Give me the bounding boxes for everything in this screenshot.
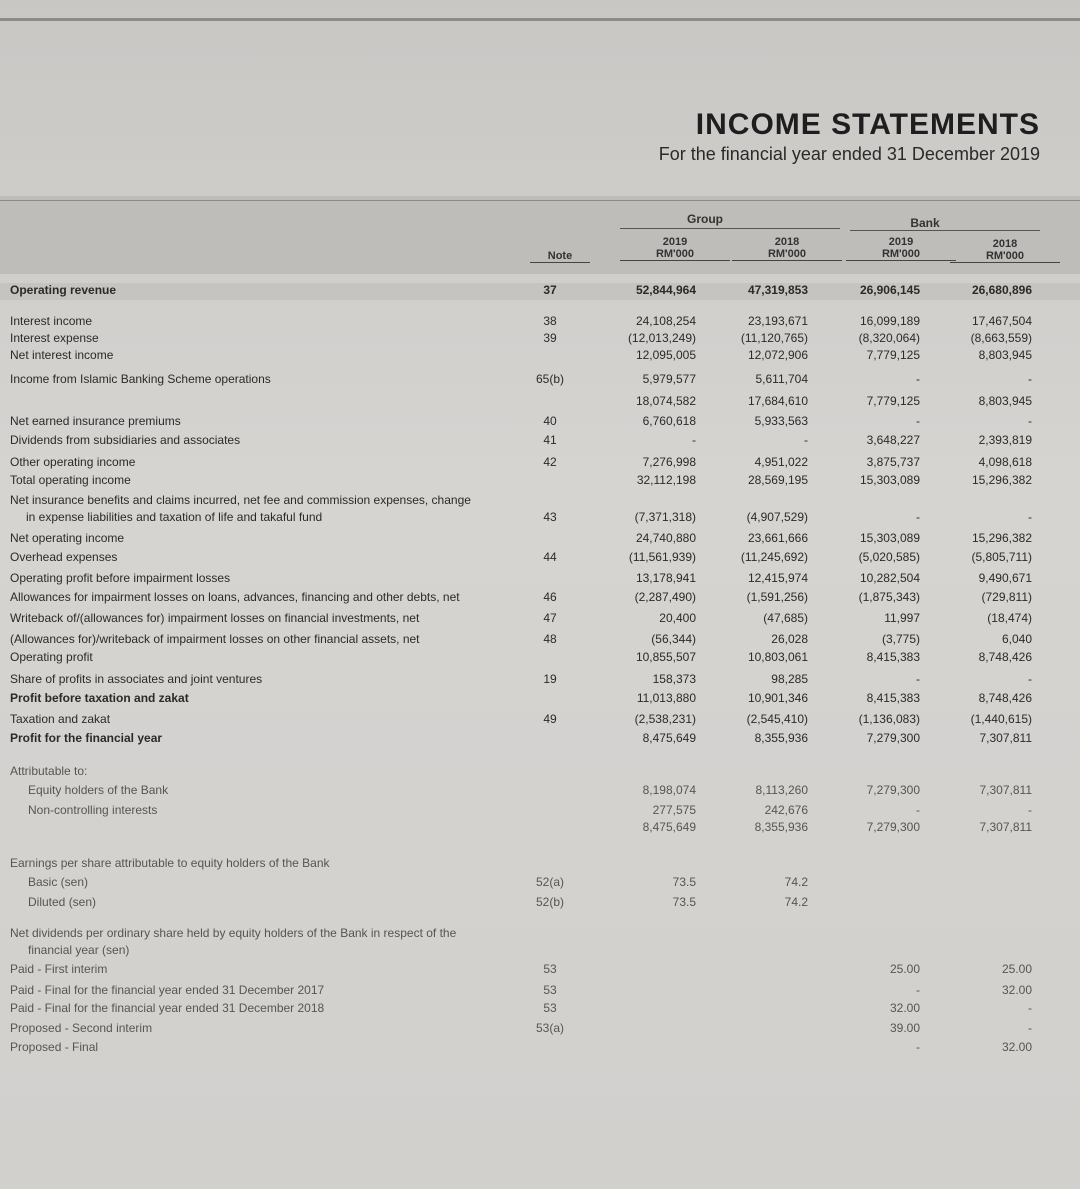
cell-group-2019: 7,276,998: [642, 455, 696, 469]
cell-bank-2019: 16,099,189: [859, 314, 920, 328]
row-label: Dividends from subsidiaries and associates: [10, 433, 241, 447]
bank-heading: Bank: [910, 216, 940, 230]
row-note: 44: [543, 550, 557, 564]
row-note: 39: [543, 331, 557, 345]
column-header: [950, 238, 1060, 263]
cell-bank-2019: (1,136,083): [858, 712, 920, 726]
cell-group-2018: (11,120,765): [740, 331, 808, 345]
cell-group-2018: 74.2: [784, 895, 808, 909]
table-row: [0, 372, 1080, 389]
table-row: [0, 1040, 1080, 1057]
cell-bank-2018: 8,748,426: [978, 691, 1032, 705]
cell-bank-2019: (8,320,064): [858, 331, 920, 345]
cell-group-2018: 8,355,936: [754, 820, 808, 834]
cell-group-2019: 8,198,074: [642, 783, 696, 797]
cell-bank-2019: 7,779,125: [866, 348, 920, 362]
cell-bank-2019: -: [916, 414, 920, 428]
row-label: Net interest income: [10, 348, 114, 362]
cell-group-2019: -: [692, 433, 696, 447]
cell-group-2019: 8,475,649: [642, 820, 696, 834]
column-unit: RM'000: [846, 248, 956, 261]
cell-bank-2018: 7,307,811: [979, 731, 1032, 745]
table-row: [0, 875, 1080, 892]
cell-bank-2018: (18,474): [987, 611, 1032, 625]
row-label: Net insurance benefits and claims incurred, net fee and commission expenses, change: [10, 493, 471, 507]
table-row: [0, 510, 1080, 527]
cell-group-2018: 8,113,260: [755, 783, 808, 797]
cell-bank-2018: 7,307,811: [979, 820, 1032, 834]
row-label: Taxation and zakat: [10, 712, 111, 726]
row-note: 52(a): [535, 875, 564, 889]
row-label: Other operating income: [10, 455, 136, 469]
column-header: [620, 236, 730, 261]
row-note: 53(a): [535, 1021, 564, 1035]
cell-bank-2018: (1,440,615): [970, 712, 1032, 726]
cell-group-2018: (2,545,410): [746, 712, 808, 726]
section-heading: financial year (sen): [28, 943, 130, 957]
cell-bank-2019: 7,279,300: [866, 820, 920, 834]
cell-group-2018: 98,285: [771, 672, 808, 686]
cell-bank-2019: 3,648,227: [866, 433, 920, 447]
cell-group-2018: 8,355,936: [754, 731, 808, 745]
cell-bank-2018: 25.00: [1001, 962, 1032, 976]
row-label: Writeback of/(allowances for) impairment losses on financial investments, net: [10, 611, 420, 625]
cell-group-2019: 20,400: [659, 611, 696, 625]
cell-bank-2019: 8,415,383: [866, 650, 920, 664]
cell-group-2019: 52,844,964: [635, 283, 696, 297]
cell-bank-2019: (3,775): [881, 632, 920, 646]
group-underline: [620, 228, 840, 229]
cell-bank-2018: -: [1028, 672, 1032, 686]
cell-group-2019: (12,013,249): [627, 331, 696, 345]
table-row: [0, 632, 1080, 649]
title-block: [659, 108, 1040, 165]
row-label: Non-controlling interests: [28, 803, 158, 817]
table-row: [0, 783, 1080, 800]
row-note: 47: [543, 611, 557, 625]
cell-group-2019: 8,475,649: [642, 731, 696, 745]
cell-bank-2018: (729,811): [981, 590, 1032, 604]
table-row: [0, 650, 1080, 667]
cell-group-2018: -: [804, 433, 808, 447]
cell-bank-2019: 3,875,737: [866, 455, 920, 469]
table-row: [0, 531, 1080, 548]
cell-group-2019: 6,760,618: [642, 414, 696, 428]
cell-bank-2018: -: [1028, 1021, 1032, 1035]
cell-bank-2019: 10,282,504: [859, 571, 920, 585]
cell-group-2019: 73.5: [672, 895, 696, 909]
row-note: 53: [543, 962, 557, 976]
cell-group-2019: 10,855,507: [635, 650, 696, 664]
row-label: Operating profit: [10, 650, 93, 664]
cell-bank-2019: 7,279,300: [866, 731, 920, 745]
table-row: [0, 712, 1080, 729]
row-label: Net operating income: [10, 531, 125, 545]
table-row: [0, 672, 1080, 689]
row-label: Interest expense: [10, 331, 99, 345]
cell-group-2018: 12,072,906: [747, 348, 808, 362]
cell-group-2019: 13,178,941: [635, 571, 696, 585]
cell-group-2018: (11,245,692): [740, 550, 808, 564]
cell-bank-2019: (1,875,343): [858, 590, 920, 604]
group-heading: Group: [687, 212, 723, 226]
row-note: 53: [543, 983, 557, 997]
row-label: Profit before taxation and zakat: [10, 691, 189, 705]
row-note: 65(b): [535, 372, 564, 386]
row-note: 52(b): [535, 895, 564, 909]
eps-heading: [0, 856, 1080, 873]
cell-group-2019: (7,371,318): [634, 510, 696, 524]
dividends-heading: [0, 926, 1080, 943]
row-label: Net earned insurance premiums: [10, 414, 181, 428]
column-unit: RM'000: [620, 248, 730, 261]
cell-group-2019: 24,740,880: [635, 531, 696, 545]
cell-group-2018: 74.2: [784, 875, 808, 889]
table-row: [0, 571, 1080, 588]
cell-bank-2019: 25.00: [889, 962, 920, 976]
cell-group-2018: 4,951,022: [754, 455, 808, 469]
column-header: [846, 236, 956, 261]
column-year: 2019: [888, 236, 914, 248]
table-row: [0, 314, 1080, 331]
cell-bank-2018: 4,098,618: [978, 455, 1032, 469]
cell-bank-2018: 32.00: [1001, 1040, 1032, 1054]
attributable-heading: [0, 764, 1080, 781]
row-label: Operating revenue: [10, 283, 117, 297]
cell-group-2019: 73.5: [672, 875, 696, 889]
row-note: 38: [543, 314, 557, 328]
cell-bank-2019: -: [916, 510, 920, 524]
table-row: [0, 414, 1080, 431]
top-rule: [0, 18, 1080, 21]
table-row: [0, 348, 1080, 365]
cell-group-2018: 242,676: [764, 803, 808, 817]
cell-bank-2018: 6,040: [1001, 632, 1032, 646]
cell-bank-2018: 2,393,819: [978, 433, 1032, 447]
cell-bank-2019: -: [916, 803, 920, 817]
cell-group-2018: (4,907,529): [746, 510, 808, 524]
cell-bank-2018: 26,680,896: [971, 283, 1032, 297]
table-row: [0, 493, 1080, 510]
table-row: [0, 283, 1080, 300]
page-subtitle: For the financial year ended 31 December 2019: [658, 144, 1040, 164]
cell-group-2018: 47,319,853: [747, 283, 808, 297]
section-heading: Attributable to:: [10, 764, 88, 778]
cell-bank-2018: -: [1028, 510, 1032, 524]
row-label: Share of profits in associates and joint ventures: [10, 672, 263, 686]
row-note: 40: [543, 414, 557, 428]
cell-bank-2018: -: [1028, 803, 1032, 817]
cell-bank-2018: 32.00: [1001, 983, 1032, 997]
cell-group-2018: 28,569,195: [747, 473, 808, 487]
header-rule: [0, 200, 1080, 201]
cell-group-2019: (2,287,490): [634, 590, 696, 604]
cell-bank-2018: (8,663,559): [970, 331, 1032, 345]
cell-group-2018: (1,591,256): [746, 590, 808, 604]
table-row: [0, 433, 1080, 450]
table-row: [0, 895, 1080, 912]
table-row: [0, 611, 1080, 628]
row-label: Paid - First interim: [10, 962, 108, 976]
column-unit: RM'000: [732, 248, 842, 261]
cell-group-2018: 5,933,563: [754, 414, 808, 428]
table-row: [0, 473, 1080, 490]
bank-underline: [850, 230, 1040, 231]
cell-bank-2019: (5,020,585): [858, 550, 920, 564]
table-row: [0, 331, 1080, 348]
column-unit: RM'000: [950, 250, 1060, 263]
cell-bank-2019: -: [916, 983, 920, 997]
cell-bank-2019: 39.00: [889, 1021, 920, 1035]
cell-group-2019: (11,561,939): [628, 550, 696, 564]
cell-bank-2018: -: [1028, 414, 1032, 428]
cell-group-2018: 26,028: [771, 632, 808, 646]
cell-bank-2018: 8,803,945: [978, 394, 1032, 408]
cell-group-2018: 23,193,671: [747, 314, 808, 328]
row-note: 53: [543, 1001, 557, 1015]
column-header: [732, 236, 842, 261]
cell-bank-2018: 8,803,945: [978, 348, 1032, 362]
row-label: Basic (sen): [28, 875, 89, 889]
cell-group-2018: 12,415,974: [747, 571, 808, 585]
row-label: in expense liabilities and taxation of life and takaful fund: [26, 510, 323, 524]
dividends-heading-cont: [0, 943, 1080, 960]
column-year: 2018: [774, 236, 800, 248]
note-header-label: Note: [530, 250, 590, 263]
cell-bank-2018: (5,805,711): [971, 550, 1032, 564]
table-row: [0, 820, 1080, 837]
row-label: Operating profit before impairment losses: [10, 571, 231, 585]
table-row: [0, 455, 1080, 472]
table-row: [0, 394, 1080, 411]
cell-group-2019: 11,013,880: [636, 691, 696, 705]
cell-bank-2018: 8,748,426: [978, 650, 1032, 664]
note-column-header: [530, 250, 590, 263]
cell-bank-2018: -: [1028, 1001, 1032, 1015]
cell-bank-2019: 32.00: [889, 1001, 920, 1015]
row-label: Paid - Final for the financial year ended 31 December 2017: [10, 983, 325, 997]
cell-bank-2018: 17,467,504: [971, 314, 1032, 328]
cell-bank-2019: 26,906,145: [859, 283, 920, 297]
cell-bank-2019: 15,303,089: [859, 531, 920, 545]
cell-group-2018: 23,661,666: [747, 531, 808, 545]
cell-group-2018: 17,684,610: [747, 394, 808, 408]
table-row: [0, 550, 1080, 567]
cell-bank-2018: 9,490,671: [978, 571, 1032, 585]
table-row: [0, 590, 1080, 607]
row-note: 37: [543, 283, 557, 297]
row-note: 46: [543, 590, 557, 604]
cell-group-2019: 5,979,577: [642, 372, 696, 386]
cell-bank-2019: -: [916, 372, 920, 386]
row-label: (Allowances for)/writeback of impairment losses on other financial assets, net: [10, 632, 420, 646]
section-heading: Earnings per share attributable to equity holders of the Bank: [10, 856, 330, 870]
cell-bank-2019: 7,279,300: [866, 783, 920, 797]
cell-group-2019: 18,074,582: [635, 394, 696, 408]
table-row: [0, 731, 1080, 748]
row-label: Interest income: [10, 314, 93, 328]
table-row: [0, 691, 1080, 708]
cell-bank-2019: 15,303,089: [859, 473, 920, 487]
cell-bank-2019: 8,415,383: [866, 691, 920, 705]
cell-group-2019: (2,538,231): [634, 712, 696, 726]
row-label: Proposed - Second interim: [10, 1021, 153, 1035]
row-note: 43: [543, 510, 557, 524]
row-note: 49: [543, 712, 557, 726]
cell-bank-2018: 7,307,811: [979, 783, 1032, 797]
section-heading: Net dividends per ordinary share held by equity holders of the Bank in respect of the: [10, 926, 457, 940]
cell-group-2019: 12,095,005: [635, 348, 696, 362]
row-label: Total operating income: [10, 473, 131, 487]
cell-group-2018: 5,611,704: [755, 372, 808, 386]
cell-bank-2019: 7,779,125: [866, 394, 920, 408]
cell-bank-2019: 11,997: [884, 611, 920, 625]
column-year: 2018: [992, 238, 1018, 250]
row-note: 48: [543, 632, 557, 646]
row-note: 42: [543, 455, 557, 469]
cell-group-2018: 10,901,346: [747, 691, 808, 705]
cell-bank-2019: -: [916, 1040, 920, 1054]
row-label: Profit for the financial year: [10, 731, 163, 745]
cell-bank-2018: 15,296,382: [971, 531, 1032, 545]
page-title: INCOME STATEMENTS: [695, 108, 1040, 141]
row-note: 41: [543, 433, 557, 447]
cell-bank-2018: 15,296,382: [971, 473, 1032, 487]
row-label: Income from Islamic Banking Scheme operations: [10, 372, 271, 386]
cell-group-2019: 24,108,254: [635, 314, 696, 328]
table-row: [0, 962, 1080, 979]
table-row: [0, 803, 1080, 820]
cell-group-2019: 32,112,198: [636, 473, 696, 487]
row-label: Equity holders of the Bank: [28, 783, 169, 797]
row-label: Overhead expenses: [10, 550, 118, 564]
cell-group-2019: 277,575: [652, 803, 696, 817]
cell-group-2019: 158,373: [652, 672, 696, 686]
cell-bank-2019: -: [916, 672, 920, 686]
table-row: [0, 983, 1080, 1000]
table-row: [0, 1001, 1080, 1018]
cell-bank-2018: -: [1028, 372, 1032, 386]
cell-group-2018: 10,803,061: [747, 650, 808, 664]
row-label: Proposed - Final: [10, 1040, 99, 1054]
row-label: Diluted (sen): [28, 895, 97, 909]
table-row: [0, 1021, 1080, 1038]
row-label: Allowances for impairment losses on loans, advances, financing and other debts, net: [10, 590, 460, 604]
cell-group-2019: (56,344): [651, 632, 696, 646]
row-note: 19: [543, 672, 557, 686]
cell-group-2018: (47,685): [763, 611, 808, 625]
column-year: 2019: [662, 236, 688, 248]
row-label: Paid - Final for the financial year ended 31 December 2018: [10, 1001, 325, 1015]
